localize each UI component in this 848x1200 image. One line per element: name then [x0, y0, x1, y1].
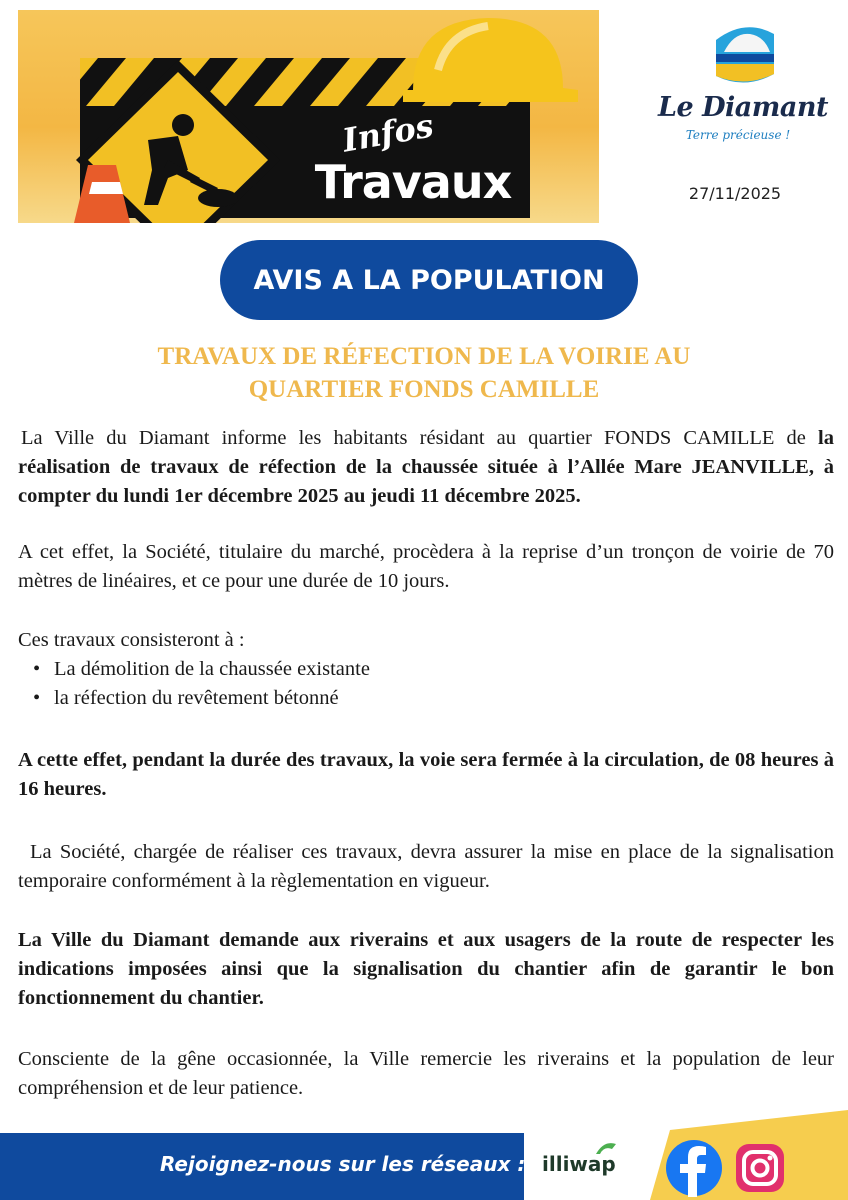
notice-title [0, 340, 848, 406]
paragraph-closure: A cette effet, pendant la durée des travaux, la voie sera fermée à la circulation, de 08 heures à 16 heures. [18, 749, 834, 800]
paragraph-intro [18, 424, 834, 511]
works-list [18, 655, 818, 713]
banner-infos-text: Infos [339, 106, 437, 160]
notice-date: 27/11/2025 [688, 184, 782, 203]
le-diamant-logo [648, 14, 838, 154]
paragraph-works-intro: Ces travaux consisteront à : [18, 629, 245, 651]
title-line-2: QUARTIER FONDS CAMILLE [248, 376, 600, 403]
list-item: • La démolition de la chaussée existante [18, 655, 818, 684]
illiwap-icon [594, 1140, 618, 1156]
intro-bold-text: la réalisation de travaux de réfection de la chaussée située à l’Allée Mare JEANVILLE, à compter du lundi 1er décembre 2025 au jeudi 11 décembre 2025. [18, 427, 834, 507]
title-line-1: TRAVAUX DE RÉFECTION DE LA VOIRIE AU [157, 343, 691, 370]
illiwap-link[interactable]: illiwap [542, 1152, 616, 1176]
facebook-icon[interactable] [665, 1139, 723, 1197]
paragraph-scope: A cet effet, la Société, titulaire du marché, procèdera à la reprise d’un tronçon de voirie de 70 mètres de linéaires, et ce pour une durée de 10 jours. [18, 541, 834, 592]
avis-badge: AVIS A LA POPULATION [220, 240, 638, 320]
footer-social-text: Rejoignez-nous sur les réseaux : [160, 1152, 526, 1176]
logo-name: Le Diamant [658, 92, 828, 123]
paragraph-signage: La Société, chargée de réaliser ces travaux, devra assurer la mise en place de la signalisation temporaire conformément à la règlementation en vigueur. [18, 841, 834, 892]
logo-tagline: Terre précieuse ! [685, 128, 791, 142]
paragraph-request: La Ville du Diamant demande aux riverains et aux usagers de la route de respecter les indications imposées ainsi que la signalisation du chantier afin de garantir le bon fonctionnement du chantier. [18, 929, 834, 1009]
instagram-icon[interactable] [734, 1142, 786, 1194]
diamond-rock-icon [710, 18, 780, 88]
banner-travaux-text: Travaux [314, 155, 512, 209]
infos-travaux-banner [18, 10, 599, 223]
intro-text: La Ville du Diamant informe les habitants résidant au quartier FONDS CAMILLE de [21, 427, 819, 449]
list-item: • la réfection du revêtement bétonné [18, 684, 818, 713]
paragraph-thanks: Consciente de la gêne occasionnée, la Ville remercie les riverains et la population de leur compréhension et de leur patience. [18, 1048, 834, 1099]
